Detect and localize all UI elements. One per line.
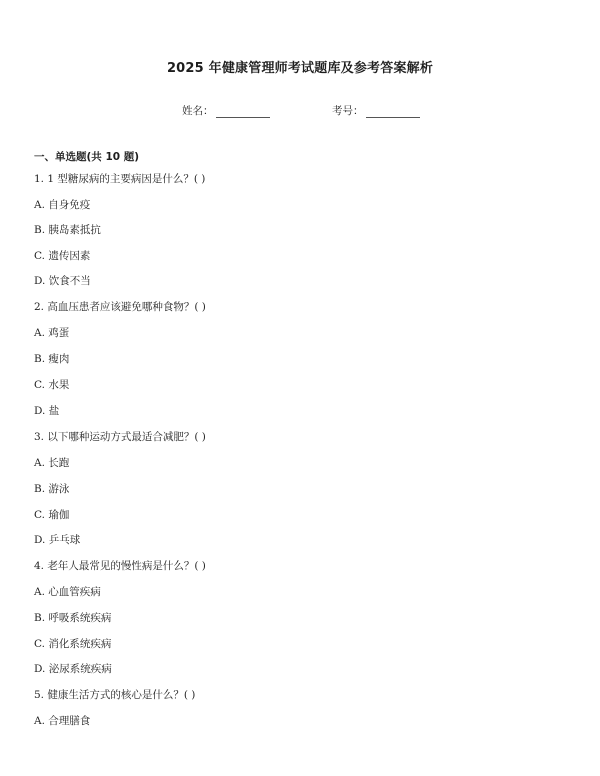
question-option: A. 心血管疾病	[34, 586, 101, 598]
question-option: B. 胰岛素抵抗	[34, 224, 101, 236]
exam-id-field	[332, 103, 420, 118]
question-option: D. 乒乓球	[34, 534, 81, 546]
name-label: 姓名：	[182, 105, 214, 117]
question-option: C. 水果	[34, 379, 70, 391]
document-title: 2025 年健康管理师考试题库及参考答案解析	[166, 61, 434, 76]
question-option: A. 鸡蛋	[34, 327, 70, 339]
question-stem: 5. 健康生活方式的核心是什么？( )	[34, 689, 196, 701]
question-option: C. 消化系统疾病	[34, 638, 112, 650]
question-stem: 2. 高血压患者应该避免哪种食物？( )	[34, 301, 206, 313]
question-option: B. 游泳	[34, 483, 70, 495]
section-title: 一、单选题(共 10 题)	[34, 151, 140, 163]
question-option: A. 合理膳食	[34, 715, 91, 727]
question-option: A. 长跑	[34, 457, 70, 469]
question-option: D. 饮食不当	[34, 275, 91, 287]
name-field	[182, 103, 270, 118]
candidate-info	[0, 103, 600, 121]
question-option: D. 泌尿系统疾病	[34, 663, 112, 675]
question-stem: 1. 1 型糖尿病的主要病因是什么？( )	[34, 173, 206, 185]
name-blank	[216, 105, 270, 118]
question-option: B. 呼吸系统疾病	[34, 612, 112, 624]
question-option: B. 瘦肉	[34, 353, 70, 365]
question-option: C. 瑜伽	[34, 509, 70, 521]
question-option: D. 盐	[34, 405, 60, 417]
exam-id-blank	[366, 105, 420, 118]
exam-id-label: 考号：	[332, 105, 364, 117]
question-stem: 3. 以下哪种运动方式最适合减肥？( )	[34, 431, 206, 443]
question-option: A. 自身免疫	[34, 199, 91, 211]
question-option: C. 遗传因素	[34, 250, 91, 262]
question-stem: 4. 老年人最常见的慢性病是什么？( )	[34, 560, 206, 572]
